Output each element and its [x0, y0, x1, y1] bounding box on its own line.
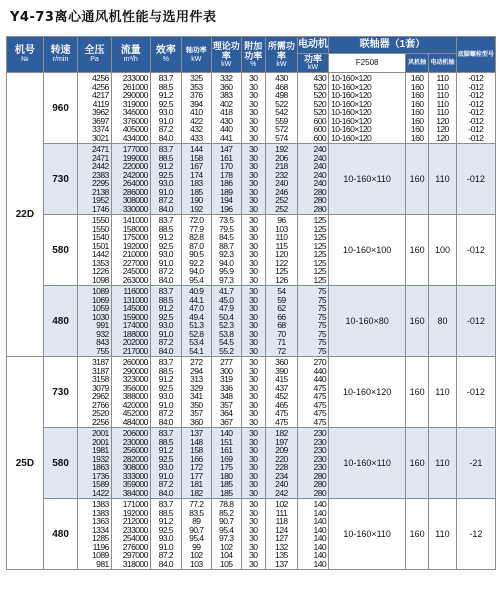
- efficiency-cell: 83.7 88.5 91.2 92.5 93.0 91.0 87.2 84.0: [150, 428, 181, 499]
- flow-cell: 177000 199000 220000 242000 264000 286000 308000 330000: [111, 144, 150, 215]
- shaft-power-cell: 77.2 83.5 89 90.7 95.4 99 102 103: [181, 499, 211, 570]
- speed-cell: 580: [43, 215, 78, 286]
- motor-power-cell: 430 520 520 520 520 600 600 600: [298, 73, 329, 144]
- shaft-power-cell: 72.0 77.9 82.8 87.0 90.5 92.2 94.0 95.4: [181, 215, 211, 286]
- motor-power-cell: 75 75 75 75 75 75 75 75: [298, 286, 329, 357]
- coupling-cell: 10-160×110: [329, 428, 406, 499]
- col-flow: 流量 m³/h: [111, 37, 150, 73]
- flow-cell: 233000 261000 290000 319000 346000 376000 405000 434000: [111, 73, 150, 144]
- added-rate-cell: 30 30 30 30 30 30 30 30: [241, 357, 265, 428]
- table-row: [7, 286, 496, 357]
- flow-cell: 141000 158000 175000 192000 210000 227000 245000 263000: [111, 215, 150, 286]
- table-row: [7, 428, 496, 499]
- coupling-cell: 10-160×100: [329, 215, 406, 286]
- bolt-cell: -012: [456, 357, 495, 428]
- pressure-cell: 1089 1069 1059 1030 991 932 843 755: [78, 286, 111, 357]
- col-motor-shaft: 电动机轴: [429, 54, 457, 73]
- motor-power-cell: 230 230 230 230 230 280 280 280: [298, 428, 329, 499]
- col-coupling: 联轴器（1套）: [329, 37, 457, 54]
- col-efficiency: 效率 %: [150, 37, 181, 73]
- added-rate-cell: 30 30 30 30 30 30 30 30: [241, 428, 265, 499]
- pressure-cell: 1550 1550 1540 1501 1442 1353 1226 1098: [78, 215, 111, 286]
- motor-power-cell: 270 440 440 475 475 475 475 475: [298, 357, 329, 428]
- bolt-cell: -012: [456, 286, 495, 357]
- col-motor: 电动机: [298, 37, 329, 54]
- theory-power-cell: 73.5 79.5 84.5 88.7 92.3 94.0 95.9 97.3: [211, 215, 241, 286]
- col-motor-power: 功率 kW: [298, 54, 329, 73]
- col-total-pressure: 全压 Pa: [78, 37, 111, 73]
- efficiency-cell: 83.7 88.5 91.2 92.5 93.0 91.0 87.2 84.0: [150, 144, 181, 215]
- pressure-cell: 1383 1383 1363 1334 1285 1196 1089 981: [78, 499, 111, 570]
- shaft-power-cell: 325 353 376 394 410 422 432 433: [181, 73, 211, 144]
- motor-shaft-cell: 100: [429, 215, 457, 286]
- efficiency-cell: 83.7 88.5 91.2 92.5 93.0 91.0 87.2 84.0: [150, 286, 181, 357]
- motor-power-cell: 125 125 125 125 125 125 125 125: [298, 215, 329, 286]
- theory-power-cell: 147 161 170 178 186 189 194 196: [211, 144, 241, 215]
- table-row: [7, 73, 496, 144]
- efficiency-cell: 83.7 88.5 91.2 92.5 93.0 91.0 87.2 84.0: [150, 499, 181, 570]
- required-power-cell: 360 390 415 437 452 465 475 475: [265, 357, 297, 428]
- required-power-cell: 430 468 498 522 542 559 572 574: [265, 73, 297, 144]
- fan-shaft-cell: 160: [406, 499, 429, 570]
- page-title: Y4-73离心通风机性能与选用件表: [10, 10, 217, 25]
- col-machine-no: 机号 №: [7, 37, 44, 73]
- col-fan-shaft: 风机轴: [406, 54, 429, 73]
- shaft-power-cell: 40.9 44.1 47.0 49.4 51.3 52.8 53.4 54.1: [181, 286, 211, 357]
- flow-cell: 206000 230000 256000 282000 308000 333000 359000 384000: [111, 428, 150, 499]
- shaft-power-cell: 144 158 167 174 183 185 190 192: [181, 144, 211, 215]
- col-speed: 转速 r/min: [43, 37, 78, 73]
- required-power-cell: 54 59 62 66 68 70 71 72: [265, 286, 297, 357]
- required-power-cell: 182 197 209 220 228 234 240 242: [265, 428, 297, 499]
- motor-power-cell: 140 140 140 140 140 140 140 140: [298, 499, 329, 570]
- table-row: [7, 144, 496, 215]
- coupling-cell: 10-160×120 10-160×120 10-160×120 10-160×120 10-160×120 10-160×120 10-160×120 10-160×120: [329, 73, 406, 144]
- bolt-cell: -12: [456, 499, 495, 570]
- col-added-rate: 附加功率 %: [241, 37, 265, 73]
- required-power-cell: 96 103 110 115 120 122 125 126: [265, 215, 297, 286]
- motor-shaft-cell: 80: [429, 286, 457, 357]
- fan-shaft-cell: 160 160 160 160 160 160 160 160: [406, 73, 429, 144]
- fan-shaft-cell: 160: [406, 144, 429, 215]
- added-rate-cell: 30 30 30 30 30 30 30 30: [241, 73, 265, 144]
- flow-cell: 260000 290000 323000 356000 388000 420000 452000 484000: [111, 357, 150, 428]
- shaft-power-cell: 272 294 313 329 341 350 357 360: [181, 357, 211, 428]
- theory-power-cell: 277 300 319 336 348 357 364 367: [211, 357, 241, 428]
- shaft-power-cell: 137 148 158 166 172 177 181 182: [181, 428, 211, 499]
- theory-power-cell: 332 360 383 402 418 430 440 441: [211, 73, 241, 144]
- model-cell: 22D: [7, 73, 44, 357]
- coupling-cell: 10-160×110: [329, 144, 406, 215]
- performance-table: [6, 36, 496, 570]
- table-row: [7, 215, 496, 286]
- bolt-cell: -21: [456, 428, 495, 499]
- required-power-cell: 192 206 218 232 240 246 252 252: [265, 144, 297, 215]
- added-rate-cell: 30 30 30 30 30 30 30 30: [241, 215, 265, 286]
- speed-cell: 730: [43, 144, 78, 215]
- bolt-cell: -012 -012 -012 -012 -012 -012 -012 -012: [456, 73, 495, 144]
- fan-shaft-cell: 160: [406, 357, 429, 428]
- flow-cell: 116000 131000 145000 159000 174000 188000 202000 217000: [111, 286, 150, 357]
- motor-shaft-cell: 110: [429, 428, 457, 499]
- motor-shaft-cell: 110 110 110 110 110 120 120 120: [429, 73, 457, 144]
- pressure-cell: 3187 3187 3158 3079 2962 2766 2520 2256: [78, 357, 111, 428]
- col-theory-power: 理论功率 kW: [211, 37, 241, 73]
- speed-cell: 480: [43, 286, 78, 357]
- pressure-cell: 2471 2471 2442 2383 2295 2138 1952 1746: [78, 144, 111, 215]
- col-coupling-model: F2508: [329, 54, 406, 73]
- speed-cell: 480: [43, 499, 78, 570]
- required-power-cell: 102 111 118 124 127 132 135 137: [265, 499, 297, 570]
- added-rate-cell: 30 30 30 30 30 30 30 30: [241, 286, 265, 357]
- speed-cell: 960: [43, 73, 78, 144]
- coupling-cell: 10-160×80: [329, 286, 406, 357]
- motor-power-cell: 240 240 240 240 240 280 280 280: [298, 144, 329, 215]
- pressure-cell: 4256 4256 4217 4119 3962 3697 3374 3021: [78, 73, 111, 144]
- theory-power-cell: 140 151 161 169 175 180 185 185: [211, 428, 241, 499]
- efficiency-cell: 83.7 88.5 91.2 92.5 93.0 91.0 87.2 84.0: [150, 215, 181, 286]
- motor-shaft-cell: 110: [429, 499, 457, 570]
- added-rate-cell: 30 30 30 30 30 30 30 30: [241, 499, 265, 570]
- flow-cell: 171000 192000 212000 233000 254000 276000 297000 318000: [111, 499, 150, 570]
- motor-shaft-cell: 110: [429, 357, 457, 428]
- efficiency-cell: 83.7 88.5 91.2 92.5 93.0 91.0 87.2 84.0: [150, 357, 181, 428]
- col-required-power: 所需功率 kW: [265, 37, 297, 73]
- added-rate-cell: 30 30 30 30 30 30 30 30: [241, 144, 265, 215]
- coupling-cell: 10-160×120: [329, 357, 406, 428]
- bolt-cell: -012: [456, 144, 495, 215]
- motor-shaft-cell: 110: [429, 144, 457, 215]
- speed-cell: 730: [43, 357, 78, 428]
- col-shaft-power: 轴功率 kW: [181, 37, 211, 73]
- model-cell: 25D: [7, 357, 44, 570]
- coupling-cell: 10-160×110: [329, 499, 406, 570]
- bolt-cell: -012: [456, 215, 495, 286]
- efficiency-cell: 83.7 88.5 91.2 92.5 93.0 91.0 87.2 84.0: [150, 73, 181, 144]
- table-row: [7, 357, 496, 428]
- col-foundation-bolt: 底脚螺栓型号: [456, 37, 495, 73]
- fan-shaft-cell: 160: [406, 286, 429, 357]
- theory-power-cell: 78.8 85.2 90.7 95.4 97.3 102 104 105: [211, 499, 241, 570]
- pressure-cell: 2001 2001 1981 1932 1863 1736 1589 1422: [78, 428, 111, 499]
- table-row: [7, 499, 496, 570]
- fan-shaft-cell: 160: [406, 215, 429, 286]
- fan-shaft-cell: 160: [406, 428, 429, 499]
- speed-cell: 580: [43, 428, 78, 499]
- theory-power-cell: 41.7 45.0 47.9 50.4 52.3 53.8 54.5 55.2: [211, 286, 241, 357]
